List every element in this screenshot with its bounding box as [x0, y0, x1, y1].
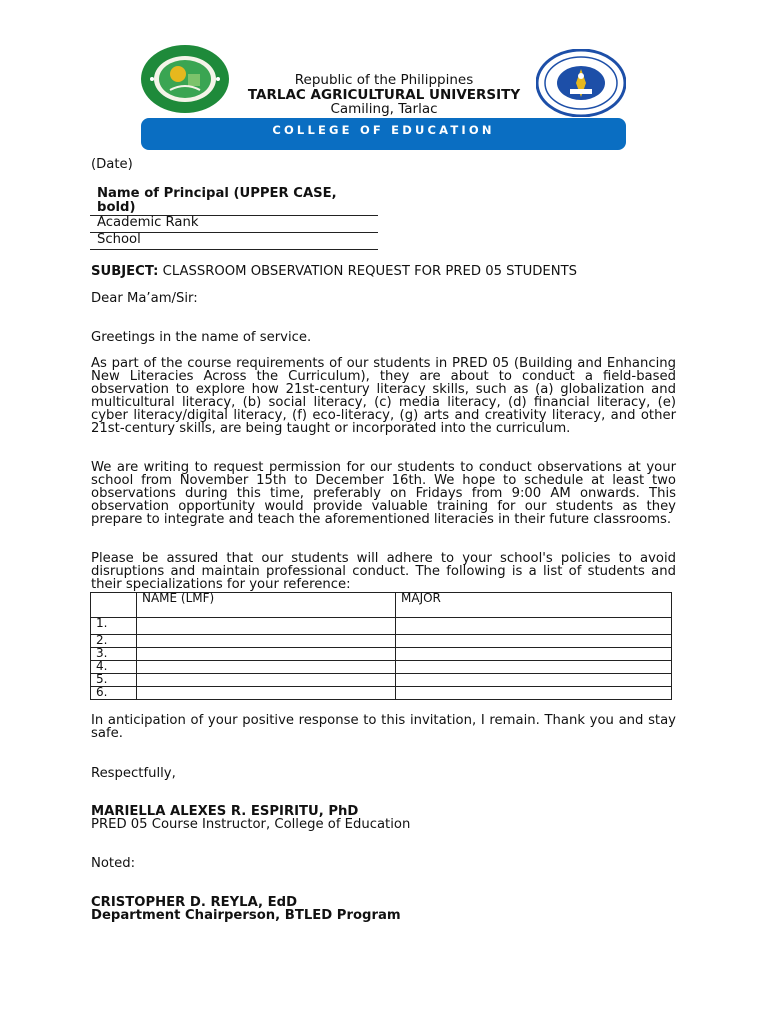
body-paragraph-1: As part of the course requirements of our students in PRED 05 (Building and Enhancing New Literacies Across the Curriculum), they are about to conduct a field-based observation to explore how 21st-century literacy skills, such as (a) globalization and multicultural literacy, (b) social literacy, (c) media literacy, (d) financial literacy, (e) cyber literacy/digital literacy, (f) eco-literacy, (g) arts and creativity literacy, and other 21st-century skills, are being taught or incorporated into the curriculum.: [91, 356, 676, 437]
student-list-table: [90, 592, 672, 700]
recipient-school: School: [97, 232, 141, 247]
date-line: (Date): [91, 157, 133, 172]
row-number: 2.: [91, 635, 137, 648]
recipient-name-line2: bold): [97, 200, 136, 215]
location-line: Camiling, Tarlac: [330, 101, 438, 117]
row-number: 1.: [91, 618, 137, 635]
major-cell[interactable]: [396, 674, 672, 687]
rule-line: [90, 249, 378, 250]
row-number: 6.: [91, 687, 137, 700]
table-header-row: [91, 593, 672, 618]
recipient-name-line1: Name of Principal (UPPER CASE,: [97, 186, 337, 201]
table-header-cell: [91, 593, 137, 618]
major-cell[interactable]: [396, 661, 672, 674]
name-cell[interactable]: [137, 687, 396, 700]
name-cell[interactable]: [137, 618, 396, 635]
university-name: TARLAC AGRICULTURAL UNIVERSITY: [247, 87, 521, 103]
closing-paragraph: In anticipation of your positive response to this invitation, I remain. Thank you and stay safe.: [91, 713, 676, 742]
table-row: [91, 674, 672, 687]
salutation: Dear Ma’am/Sir:: [91, 291, 198, 306]
major-cell[interactable]: [396, 635, 672, 648]
subject-text: CLASSROOM OBSERVATION REQUEST FOR PRED 05 STUDENTS: [162, 264, 578, 279]
signer1-title: PRED 05 Course Instructor, College of Education: [91, 817, 411, 832]
row-number: 3.: [91, 648, 137, 661]
greeting: Greetings in the name of service.: [91, 330, 312, 345]
table-header-cell: MAJOR: [396, 593, 672, 618]
table-row: [91, 618, 672, 635]
name-cell[interactable]: [137, 648, 396, 661]
table-header-cell: NAME (LMF): [137, 593, 396, 618]
body-paragraph-3: Please be assured that our students will adhere to your school's policies to avoid disruptions and maintain professional conduct. The following is a list of students and their specializations for your reference:: [91, 551, 676, 593]
signer2-name: CRISTOPHER D. REYLA, EdD: [91, 895, 298, 910]
body-paragraph-2: We are writing to request permission for our students to conduct observations at your school from November 15th to December 16th. We hope to schedule at least two observations during this time, preferably on Fridays from 9:00 AM onwards. This observation opportunity would provide valuable training for our students as they prepare to integrate and teach the aforementioned literacies in their future classrooms.: [91, 460, 676, 528]
closing-word: Respectfully,: [91, 766, 176, 781]
subject-label: SUBJECT:: [91, 264, 159, 279]
recipient-rank: Academic Rank: [97, 215, 199, 230]
subject-line: [91, 265, 577, 278]
major-cell[interactable]: [396, 687, 672, 700]
college-banner: COLLEGE OF EDUCATION: [141, 118, 626, 150]
row-number: 4.: [91, 661, 137, 674]
name-cell[interactable]: [137, 661, 396, 674]
table-row: [91, 661, 672, 674]
name-cell[interactable]: [137, 635, 396, 648]
noted-label: Noted:: [91, 856, 136, 871]
major-cell[interactable]: [396, 618, 672, 635]
row-number: 5.: [91, 674, 137, 687]
table-row: [91, 648, 672, 661]
major-cell[interactable]: [396, 648, 672, 661]
country-line: Republic of the Philippines: [294, 72, 474, 88]
table-row: [91, 635, 672, 648]
table-row: [91, 687, 672, 700]
name-cell[interactable]: [137, 674, 396, 687]
signer1-name: MARIELLA ALEXES R. ESPIRITU, PhD: [91, 804, 359, 819]
signer2-title: Department Chairperson, BTLED Program: [91, 908, 401, 923]
